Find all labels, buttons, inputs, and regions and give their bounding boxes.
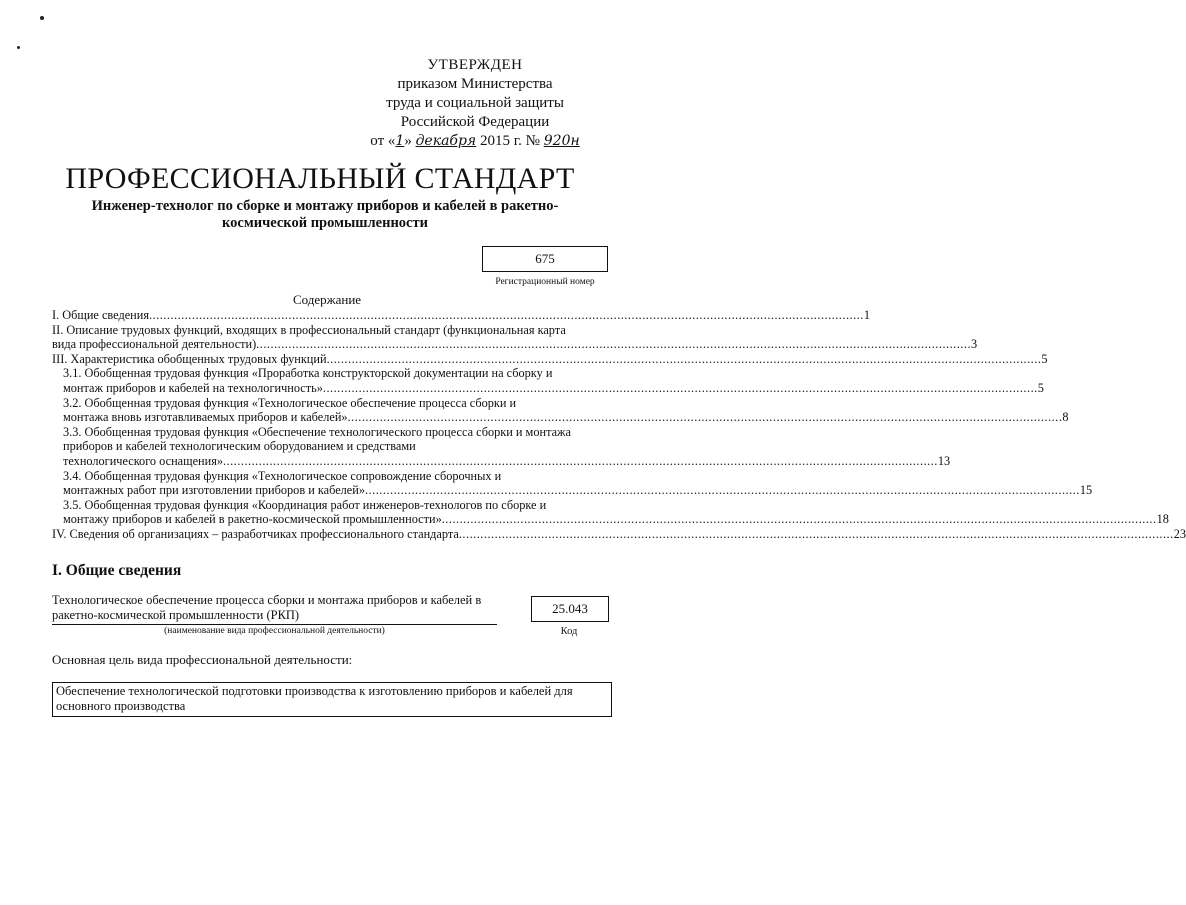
toc-page-number: 3 [971, 337, 978, 352]
document-title: ПРОФЕССИОНАЛЬНЫЙ СТАНДАРТ [65, 162, 575, 195]
toc-item[interactable] [52, 468, 1093, 498]
toc-item-text: вида профессиональной деятельности) [52, 337, 257, 352]
toc-dot-leader: ........................................................................................................................................................................................................ [322, 380, 1038, 395]
toc-page-number: 13 [937, 453, 951, 468]
date-prefix: от « [370, 133, 396, 149]
toc-item-text: монтажа вновь изготавливаемых приборов и кабелей» [63, 410, 348, 425]
approval-line: труда и социальной защиты [386, 95, 564, 111]
toc-dot-leader: ........................................................................................................................................................................................................ [347, 410, 1063, 425]
goal-box: Обеспечение технологической подготовки производства к изготовлению приборов и кабелей для основного производства [52, 682, 612, 717]
contents-heading: Содержание [292, 292, 362, 307]
toc-item-text: монтажных работ при изготовлении приборов и кабелей» [63, 483, 365, 498]
toc-page-number: 23 [1173, 526, 1186, 541]
handwritten-day: 1 [395, 133, 405, 149]
registration-number-label: Регистрационный номер [495, 277, 595, 287]
toc-page-number: 1 [863, 308, 870, 322]
toc-item[interactable] [52, 526, 1186, 542]
approval-date-line [360, 132, 590, 151]
activity-name: Технологическое обеспечение процесса сборки и монтажа приборов и кабелей в ракетно-космической промышленности (РКП) [52, 593, 497, 625]
toc-page-number: 5 [1041, 351, 1048, 366]
toc-item[interactable] [52, 351, 1048, 367]
toc-dot-leader: ........................................................................................................................................................................................................ [326, 351, 1042, 366]
toc-item-lead: II. Описание трудовых функций, входящих в профессиональный стандарт (функциональная карта [52, 322, 566, 337]
toc-item[interactable] [52, 308, 870, 323]
activity-code-box: 25.043 [531, 596, 609, 622]
scan-speck [40, 16, 44, 20]
toc-page-number: 15 [1079, 483, 1093, 498]
toc-dot-leader: ........................................................................................................................................................................................................ [458, 526, 1174, 541]
date-year: 2015 г. № [476, 133, 544, 149]
toc-item-text: IV. Сведения об организациях – разработчиках профессионального стандарта [52, 526, 459, 541]
toc-item-text: технологического оснащения» [63, 453, 224, 468]
approval-line: приказом Министерства [397, 76, 553, 92]
goal-heading: Основная цель вида профессиональной деятельности: [52, 652, 353, 667]
handwritten-month: декабря [415, 133, 477, 149]
toc-dot-leader: ........................................................................................................................................................................................................ [223, 453, 938, 468]
scan-speck [17, 46, 20, 49]
toc-item-lead: 3.5. Обобщенная трудовая функция «Координация работ инженеров-технологов по сборке и [63, 497, 547, 512]
approval-heading: УТВЕРЖДЕН [427, 57, 523, 73]
toc-item-text: монтажу приборов и кабелей в ракетно-космической промышленности» [63, 512, 442, 527]
toc-dot-leader: ........................................................................................................................................................................................................ [148, 308, 864, 322]
toc-item-lead: 3.2. Обобщенная трудовая функция «Технологическое обеспечение процесса сборки и [63, 395, 517, 410]
toc-item-lead: 3.4. Обобщенная трудовая функция «Технологическое сопровождение сборочных и [63, 468, 502, 483]
toc-dot-leader: ........................................................................................................................................................................................................ [441, 512, 1157, 527]
registration-number-box: 675 [482, 246, 608, 272]
toc-item[interactable] [52, 497, 1169, 527]
toc-item[interactable] [52, 366, 1044, 395]
toc-item[interactable] [52, 395, 1069, 425]
toc-item-lead: 3.1. Обобщенная трудовая функция «Проработка конструкторской документации на сборку и [63, 366, 553, 381]
approval-stamp [360, 56, 590, 151]
handwritten-order-number: 920н [543, 133, 580, 149]
toc-page-number: 8 [1062, 410, 1069, 425]
activity-code-caption: Код [560, 626, 578, 637]
date-mid: » [404, 133, 416, 149]
toc-dot-leader: ........................................................................................................................................................................................................ [364, 483, 1080, 498]
table-of-contents [52, 308, 1186, 542]
document-subtitle: Инженер-технолог по сборке и монтажу приборов и кабелей в ракетно-космической промышленности [91, 198, 559, 231]
toc-item-text: III. Характеристика обобщенных трудовых функций [52, 351, 327, 366]
toc-dot-leader: ........................................................................................................................................................................................................ [256, 337, 972, 352]
activity-name-caption: (наименование вида профессиональной деятельности) [164, 626, 385, 636]
toc-page-number: 18 [1156, 512, 1169, 527]
toc-page-number: 5 [1037, 380, 1044, 395]
toc-item[interactable] [52, 322, 978, 352]
toc-item-lead: 3.3. Обобщенная трудовая функция «Обеспечение технологического процесса сборки и монтажа приборов и кабелей технологическим оборудованием и средствами [63, 424, 572, 454]
approval-line: Российской Федерации [400, 114, 550, 130]
toc-item-text: I. Общие сведения [52, 308, 149, 322]
toc-item[interactable] [52, 424, 951, 469]
section-heading: I. Общие сведения [52, 562, 182, 579]
toc-item-text: монтаж приборов и кабелей на технологичность» [63, 380, 323, 395]
